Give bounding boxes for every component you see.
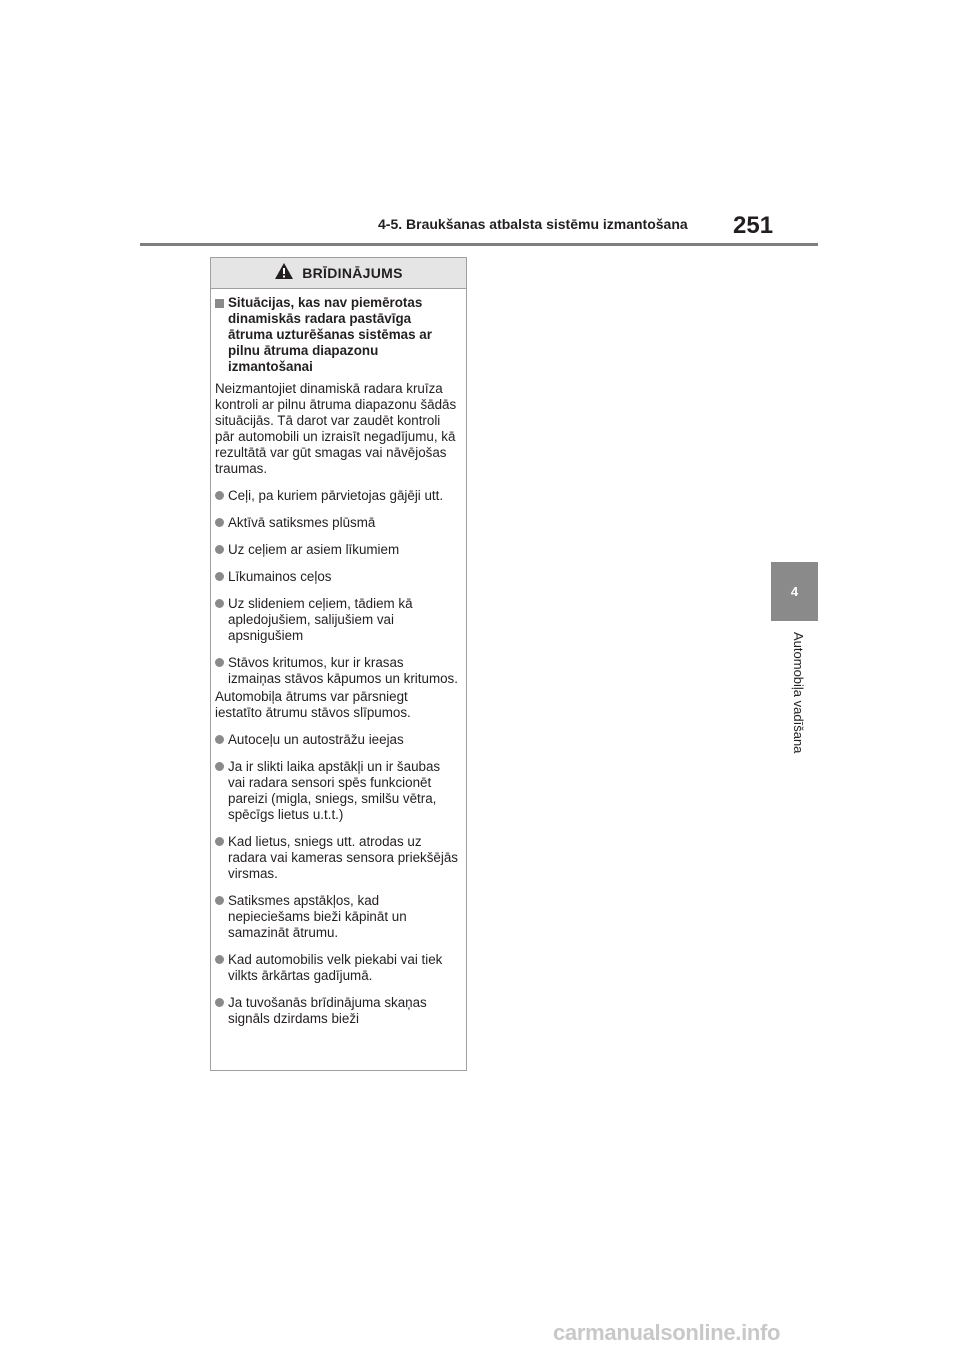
list-item bbox=[215, 995, 458, 1027]
list-item-text: Stāvos kritumos, kur ir krasas izmaiņas stāvos kāpumos un kritumos. bbox=[228, 655, 458, 686]
subheading-text: Situācijas, kas nav piemērotas dinamiskās radara pastāvīga ātruma uzturēšanas sistēmas ar pilnu ātruma diapazonu izmantošanai bbox=[228, 295, 432, 374]
list-item-text: Uz ceļiem ar asiem līkumiem bbox=[228, 542, 400, 557]
warning-triangle-icon bbox=[274, 262, 294, 285]
list-item-text: Autoceļu un autostrāžu ieejas bbox=[228, 732, 404, 747]
warning-title: BRĪDINĀJUMS bbox=[302, 265, 403, 281]
list-item bbox=[215, 759, 458, 823]
bullet-dot-icon bbox=[215, 896, 224, 905]
list-item bbox=[215, 515, 458, 531]
list-item bbox=[215, 952, 458, 984]
warning-subheading bbox=[215, 295, 458, 375]
header-divider bbox=[140, 243, 818, 246]
list-item bbox=[215, 596, 458, 644]
bullet-dot-icon bbox=[215, 735, 224, 744]
list-item-text: Satiksmes apstākļos, kad nepieciešams bieži kāpināt un samazināt ātrumu. bbox=[228, 893, 407, 940]
chapter-tab bbox=[771, 562, 818, 621]
bullet-dot-icon bbox=[215, 998, 224, 1007]
bullet-dot-icon bbox=[215, 837, 224, 846]
bullet-dot-icon bbox=[215, 572, 224, 581]
section-title: 4-5. Braukšanas atbalsta sistēmu izmantošana bbox=[378, 216, 688, 232]
chapter-title: Automobiļa vadīšana bbox=[791, 632, 806, 754]
bullet-dot-icon bbox=[215, 658, 224, 667]
warning-box bbox=[210, 257, 467, 1071]
list-item-text: Ceļi, pa kuriem pārvietojas gājēji utt. bbox=[228, 488, 444, 503]
bullet-dot-icon bbox=[215, 762, 224, 771]
list-item-text: Kad automobilis velk piekabi vai tiek vilkts ārkārtas gadījumā. bbox=[228, 952, 443, 983]
list-item-text: Kad lietus, sniegs utt. atrodas uz radara vai kameras sensora priekšējās virsmas. bbox=[228, 834, 458, 881]
square-bullet-icon bbox=[215, 299, 224, 308]
list-item-text: Līkumainos ceļos bbox=[228, 569, 332, 584]
bullet-dot-icon bbox=[215, 955, 224, 964]
list-item bbox=[215, 834, 458, 882]
bullet-dot-icon bbox=[215, 491, 224, 500]
bullet-dot-icon bbox=[215, 518, 224, 527]
warning-intro: Neizmantojiet dinamiskā radara kruīza kontroli ar pilnu ātruma diapazonu šādās situācijās. Tā darot var zaudēt kontroli pār automobili un izraisīt negadījumu, kā rezultātā var gūt smagas vai nāvējošas traumas. bbox=[215, 381, 457, 476]
list-item bbox=[215, 732, 458, 748]
list-item bbox=[215, 569, 458, 585]
warning-header bbox=[211, 258, 466, 289]
list-item bbox=[215, 488, 458, 504]
bullet-dot-icon bbox=[215, 599, 224, 608]
list-item-text: Uz slideniem ceļiem, tādiem kā apledojušiem, salijušiem vai apsnigušiem bbox=[228, 596, 413, 643]
chapter-number: 4 bbox=[790, 584, 799, 599]
list-item bbox=[215, 542, 458, 558]
bullet-dot-icon bbox=[215, 545, 224, 554]
page-number: 251 bbox=[733, 212, 774, 239]
list-item-text: Ja tuvošanās brīdinājuma skaņas signāls dzirdams bieži bbox=[228, 995, 427, 1026]
list-item-text: Aktīvā satiksmes plūsmā bbox=[228, 515, 376, 530]
list-item bbox=[215, 655, 458, 687]
slope-speed-note: Automobiļa ātrums var pārsniegt iestatīto ātrumu stāvos slīpumos. bbox=[215, 689, 411, 720]
list-item-text: Ja ir slikti laika apstākļi un ir šaubas vai radara sensori spēs funkcionēt pareizi (migla, sniegs, smilšu vētra, spēcīgs lietus u.t.t.) bbox=[228, 759, 441, 822]
warning-body bbox=[211, 289, 466, 1027]
list-item bbox=[215, 893, 458, 941]
watermark-link[interactable]: carmanualsonline.info bbox=[553, 1320, 781, 1345]
